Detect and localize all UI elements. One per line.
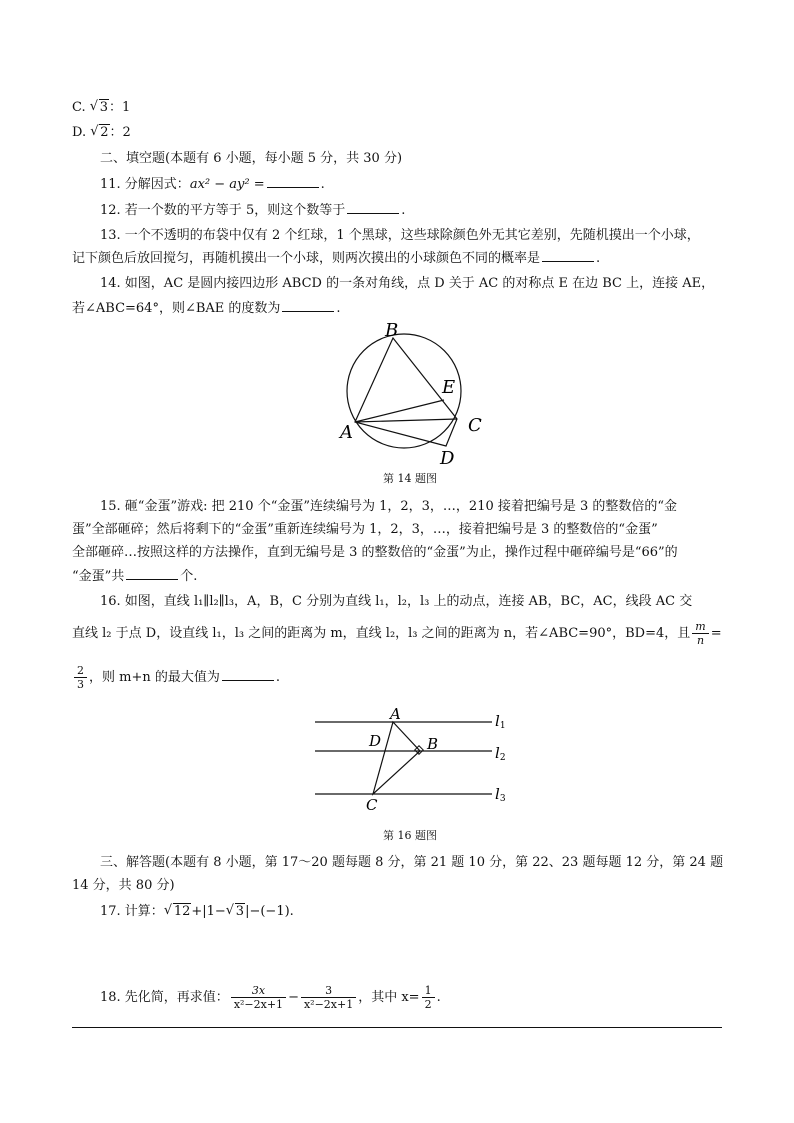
label-c: C [366,796,378,814]
label-l3: l3 [495,785,506,804]
question-16-line-2: 直线 l₂ 于点 D，设直线 l₁，l₃ 之间的距离为 m，直线 l₂，l₃ 之间的距离为 n，若∠ABC=90°，BD=4，且 $\frac{m}{n}$ = [72,620,722,647]
question-11: 11. 分解因式：ax² − ay² = . [100,174,722,195]
option-d: D. √ 2：2 [72,123,722,143]
section-heading-answers-line-2: 14 分，共 80 分) [72,878,175,893]
question-14-line-2: 若∠ABC=64°，则∠BAE 的度数为 . [72,298,722,319]
label-l1: l1 [495,712,506,731]
sqrt-symbol: √ 2 [90,124,109,140]
answer-blank[interactable] [542,248,594,262]
label-b: B [427,735,439,753]
fraction-x-value: $\frac{1}{2}$ [422,984,435,1011]
label-d: D [369,732,382,750]
label-b: B [385,320,399,341]
question-15-line-1: 15. 砸“金蛋”游戏: 把 210 个“金蛋”连续编号为 1，2，3，…，210 接着把编号是 3 的整数倍的“金 [100,499,678,514]
label-c: C [468,415,482,436]
label-e: E [442,377,456,398]
fraction-1: $\frac{3x}{\text{x²−2x+1}}$ [231,984,286,1011]
figure-14-caption: 第 14 题图 [383,472,437,485]
question-15-line-4: “金蛋”共 个. [72,566,722,587]
label-a: A [390,705,401,723]
question-13-line-1: 13. 一个不透明的布袋中仅有 2 个红球，1 个黑球，这些球除颜色外无其它差别，先随机摸出一个小球， [100,228,700,243]
question-15-line-3: 全部砸碎…按照这样的方法操作，直到无编号是 3 的整数倍的“金蛋”为止，操作过程中砸碎编号是“66”的 [72,545,678,560]
diagonal-ac [355,419,457,422]
question-15-line-2: 蛋”全部砸碎；然后将剩下的“金蛋”重新连续编号为 1，2，3，…，接着把编号是 3 的整数倍的“金蛋” [72,522,658,537]
sqrt-symbol: √ 3 [225,903,245,919]
question-18: 18. 先化简，再求值： $\frac{3x}{\text{x²−2x+1}}$ − $\frac{3}{\text{x²−2x+1}}$ ，其中 x= $\frac{1}{2}$ . [100,984,441,1011]
bottom-divider [72,1027,722,1028]
label-a: A [340,422,353,443]
sqrt-symbol: √ 12 [163,903,191,919]
sqrt-symbol: √ 3 [89,99,109,115]
figure-14 [320,318,520,468]
answer-blank[interactable] [126,566,178,580]
figure-16 [310,702,530,822]
section-heading-answers-line-1: 三、解答题(本题有 8 小题，第 17～20 题每题 8 分，第 21 题 10 分，第 22、23 题每题 12 分，第 24 题 [100,855,724,870]
fraction-m-over-n: $\frac{m}{n}$ [692,620,708,647]
question-14-line-1: 14. 如图，AC 是圆内接四边形 ABCD 的一条对角线，点 D 关于 AC 的对称点 E 在边 BC 上，连接 AE， [100,276,715,291]
question-17: 17. 计算： √ 12+|1− √ 3|−(−1). [100,902,722,922]
answer-blank[interactable] [222,667,274,681]
answer-blank[interactable] [347,200,399,214]
question-16-line-1: 16. 如图，直线 l₁∥l₂∥l₃，A，B，C 分别为直线 l₁，l₂，l₃ 上的动点，连接 AB，BC，AC，线段 AC 交 [100,594,693,609]
question-13-line-2: 记下颜色后放回搅匀，再随机摸出一个小球，则两次摸出的小球颜色不同的概率是 . [72,248,722,269]
question-16-line-3: $\frac{2}{3}$ ，则 m+n 的最大值为 . [72,664,722,691]
question-12: 12. 若一个数的平方等于 5，则这个数等于 . [100,200,722,221]
answer-blank[interactable] [282,298,334,312]
label-d: D [440,448,455,468]
figure-16-caption: 第 16 题图 [383,829,437,842]
option-c: C. √ 3：1 [72,98,722,118]
label-l2: l2 [495,744,506,763]
answer-blank[interactable] [267,174,319,188]
fraction-2: $\frac{3}{\text{x²−2x+1}}$ [301,984,356,1011]
fraction-two-thirds: $\frac{2}{3}$ [74,664,87,691]
segment-ae [355,400,444,422]
section-heading-fill-in: 二、填空题(本题有 6 小题，每小题 5 分，共 30 分) [100,151,403,166]
